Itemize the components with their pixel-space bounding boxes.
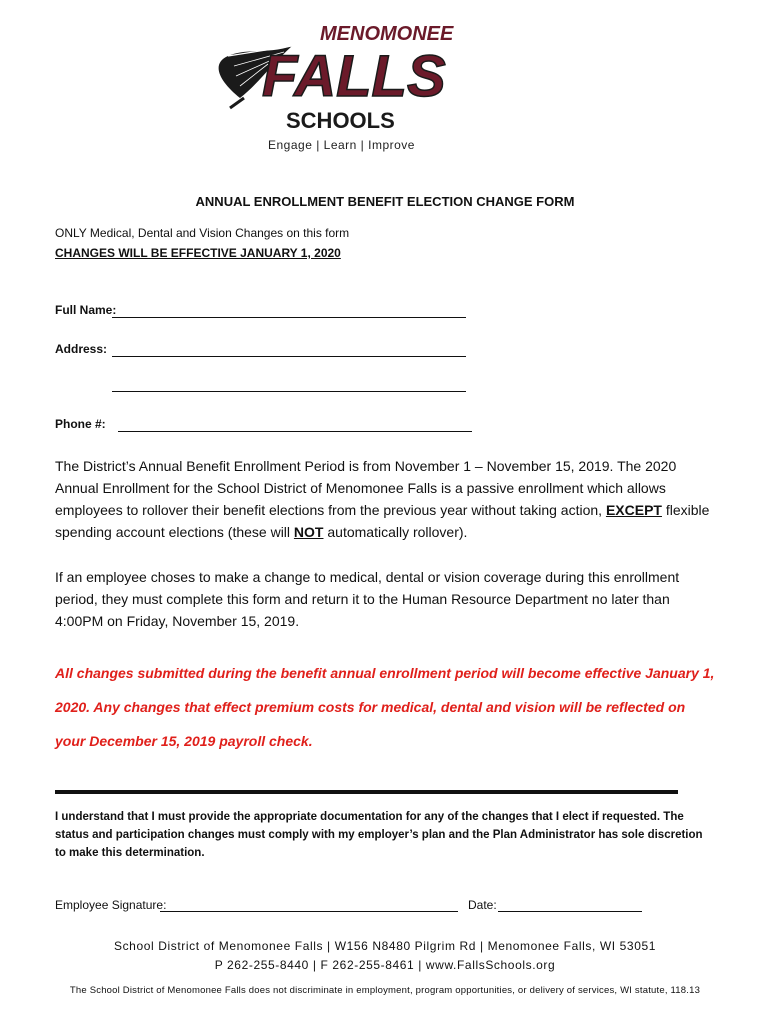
except-emphasis: EXCEPT: [605, 502, 662, 518]
paragraph-text: flexible spending account elections (these will: [55, 502, 710, 540]
paragraph-text: The District’s Annual Benefit Enrollment Period is from November 1 – November 15, 2019. The 2020 Annual Enrollment for the School District of Menomonee Falls is a passive enrollment which allows employees to rollover their benefit elections from the previous year without taking action,: [55, 458, 677, 518]
employee-signature-label: Employee Signature:: [55, 898, 167, 912]
address-label: Address:: [55, 342, 108, 356]
effective-notice: CHANGES WILL BE EFFECTIVE JANUARY 1, 2020: [55, 246, 341, 260]
svg-text:MENOMONEE: MENOMONEE: [320, 23, 454, 45]
full-name-field[interactable]: [112, 316, 466, 318]
employee-signature-field[interactable]: [160, 910, 458, 912]
form-subtitle: ONLY Medical, Dental and Vision Changes on this form: [55, 226, 350, 240]
section-divider: [55, 790, 678, 794]
form-title: ANNUAL ENROLLMENT BENEFIT ELECTION CHANGE FORM: [195, 194, 575, 209]
district-logo: [200, 12, 460, 162]
footer-contact: P 262-255-8440 | F 262-255-8461 | www.FallsSchools.org: [214, 958, 556, 972]
logo-tagline: Engage | Learn | Improve: [268, 138, 415, 152]
non-discrimination-disclaimer: The School District of Menomonee Falls does not discriminate in employment, program opportunities, or delivery of services, WI statute, 118.13: [69, 985, 701, 996]
enrollment-paragraph: [55, 455, 715, 543]
address-field-line1[interactable]: [112, 355, 466, 357]
acknowledgement-statement: I understand that I must provide the appropriate documentation for any of the changes that I elect if requested. The status and participation changes must comply with my employer’s plan and the Plan Administrator has sole discretion to make this determination.: [55, 811, 703, 859]
address-field-line2[interactable]: [112, 390, 466, 392]
date-field[interactable]: [498, 910, 642, 912]
date-label: Date:: [468, 898, 497, 912]
feather-logo-icon: [200, 12, 460, 138]
phone-label: Phone #:: [55, 417, 106, 431]
phone-field[interactable]: [118, 430, 472, 432]
svg-text:SCHOOLS: SCHOOLS: [286, 108, 395, 133]
footer-address: School District of Menomonee Falls | W156 N8480 Pilgrim Rd | Menomonee Falls, WI 53051: [113, 939, 657, 953]
svg-text:FALLS: FALLS: [262, 44, 446, 109]
change-instructions-paragraph: If an employee choses to make a change to medical, dental or vision coverage during this enrollment period, they must complete this form and return it to the Human Resource Department no later than 4:00PM on Friday, November 15, 2019.: [55, 569, 680, 629]
effective-date-warning: All changes submitted during the benefit annual enrollment period will become effective January 1, 2020. Any changes that effect premium costs for medical, dental and vision will be reflected on your December 15, 2019 payroll check.: [55, 665, 715, 749]
full-name-label: Full Name:: [55, 303, 117, 317]
not-emphasis: NOT: [293, 524, 324, 540]
paragraph-text: automatically rollover).: [323, 524, 468, 540]
